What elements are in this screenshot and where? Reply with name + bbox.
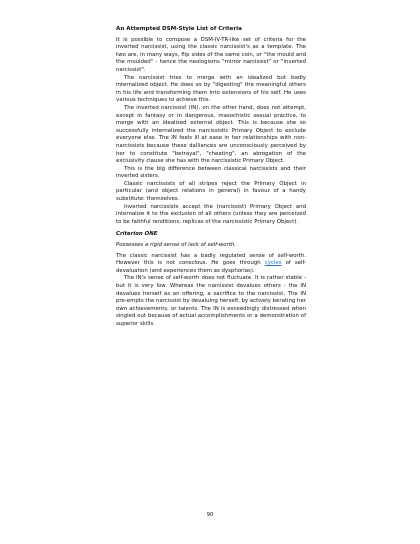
- self-worth-text-start: The classic narcissist has a badly regulated sense of self-worth. However this is not conscious. He goes through: [116, 252, 306, 267]
- page-content: [116, 26, 306, 329]
- paragraph-inverted-accept: Inverted narcissists accept the (narcissist) Primary Object and internalize it to the exclusion of all others (unless they are perceived to be faithful renditions, replicas of the narcissistic Primary Object).: [116, 203, 306, 225]
- paragraph-narcissist-merge: The narcissist tries to merge with an idealized but badly internalized object. He does so by "digesting" the meaningful others in his life and transforming them into extensions of his self. He uses various techniques to achieve this.: [116, 74, 306, 104]
- criterion-subheading: Possesses a rigid sense of lack of self-worth.: [116, 242, 237, 249]
- paragraph-inverted-narcissist: The inverted narcissist (IN), on the other hand, does not attempt, except in fantasy or in dangerous, masochistic sexual practice, to merge with an idealized external object. This is because she so successfully internalized the narcissistic Primary Object to exclude everyone else. The IN feels ill at ease in her relationships with non-narcissists because these dalliances are unconsciously perceived by her to constitute "betrayal", "cheating", an abrogation of the exclusivity clause she has with the narcissistic Primary Object.: [116, 104, 306, 165]
- paragraph-big-difference: This is the big difference between classical narcissists and their inverted sisters.: [116, 165, 306, 180]
- page-number: 90: [206, 512, 214, 518]
- paragraph-classic-narcissists: Classic narcissists of all stripes reject the Primary Object in particular (and object relations in general) in favour of a handy substitute: themselves.: [116, 180, 306, 203]
- paragraph-self-worth: [116, 253, 306, 276]
- paragraph-intro: It is possible to compose a DSM-IV-TR-like set of criteria for the inverted narcissist, using the classic narcissist's as a template. The two are, in many ways, flip sides of the same coin, or "the mould and the moulded" - hence the neologisms "mirror narcissist" or "inverted narcissist".: [116, 36, 306, 73]
- paragraph-in-self-worth: The IN's sense of self-worth does not fluctuate. It is rather stable - but it is very low. Whereas the narcissist devalues others - the IN devalues herself as an offering, a sacrifice to the narcissist. The IN pre-empts the narcissist by devaluing herself, by actively berating her own achievements, or talents. The IN is exceedingly distressed when singled out because of actual accomplishments or a demonstration of superior skills.: [116, 275, 306, 327]
- criterion-heading: Criterion ONE: [116, 231, 158, 238]
- self-worth-text-end: of self-devaluation (and experiences them as dysphorias).: [116, 260, 307, 274]
- section-title: An Attempted DSM-Style List of Criteria: [116, 26, 242, 32]
- cycles-link[interactable]: cycles: [264, 260, 282, 267]
